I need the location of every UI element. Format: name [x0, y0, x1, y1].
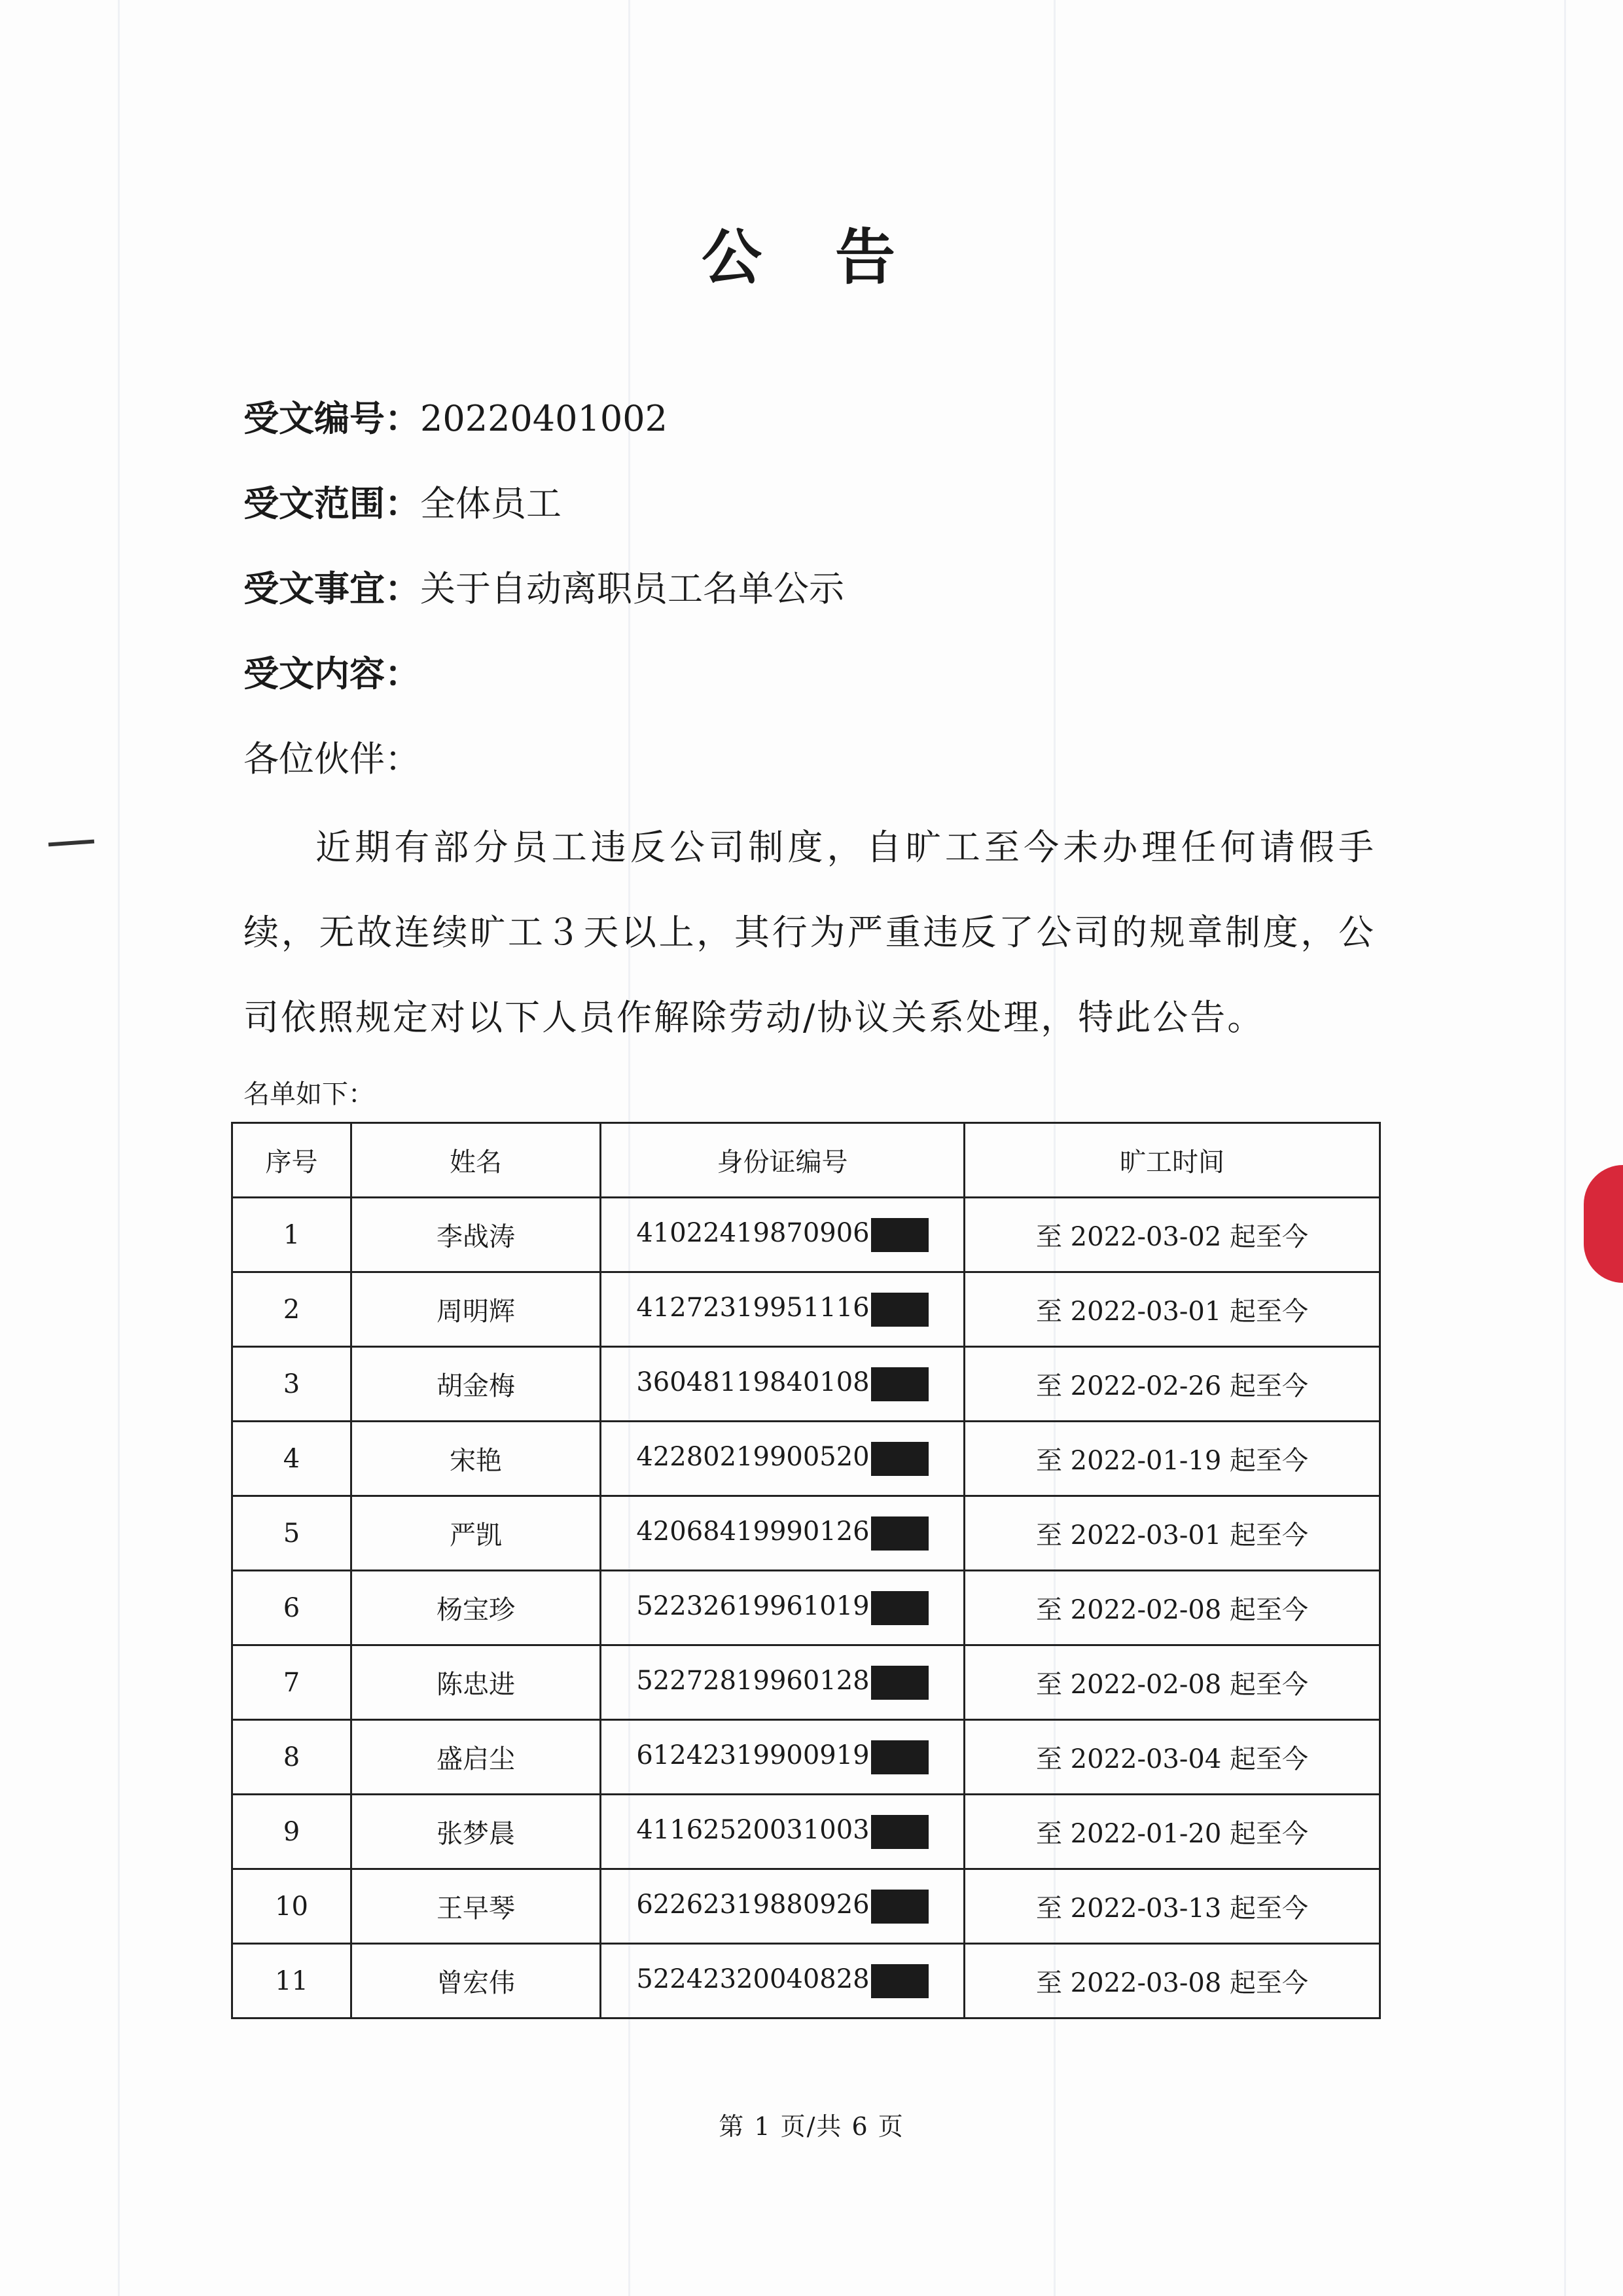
cell-no	[232, 1496, 351, 1571]
meta-label: 受文内容：	[243, 653, 420, 694]
cell-no	[232, 1944, 351, 2018]
redaction-block	[871, 1591, 929, 1625]
redaction-block	[871, 1367, 929, 1401]
cell-time-text: 至 2022-03-02 起至今	[1035, 1222, 1309, 1252]
cell-no-text: 6	[283, 1592, 300, 1623]
cell-id-text: 62262319880926	[636, 1889, 870, 1920]
table-row	[232, 1645, 1380, 1720]
cell-name-text: 李战涛	[437, 1222, 515, 1252]
cell-name-text: 严凯	[450, 1520, 502, 1551]
redaction-block	[871, 1442, 929, 1476]
cell-no-text: 7	[283, 1667, 300, 1698]
body-paragraph: 近期有部分员工违反公司制度，自旷工至今未办理任何请假手续，无故连续旷工３天以上，其行为严重违反了公司的规章制度，公司依照规定对以下人员作解除劳动/协议关系处理，特此公告。	[243, 827, 1376, 1038]
meta-doc-number	[243, 398, 668, 439]
cell-id-text: 41272319951116	[636, 1292, 870, 1323]
cell-name	[351, 1645, 601, 1720]
cell-id	[601, 1720, 965, 1795]
table-row	[232, 1496, 1380, 1571]
meta-label: 受文事宜：	[243, 568, 420, 609]
cell-name	[351, 1496, 601, 1571]
redaction-block	[871, 1666, 929, 1700]
cell-name-text: 盛启尘	[437, 1744, 515, 1774]
cell-time-text: 至 2022-03-04 起至今	[1035, 1744, 1309, 1774]
cell-time	[965, 1198, 1380, 1272]
table-row	[232, 1347, 1380, 1422]
red-seal-edge	[1584, 1165, 1623, 1283]
cell-id	[601, 1795, 965, 1869]
table-row	[232, 1795, 1380, 1869]
cell-name	[351, 1272, 601, 1347]
cell-id-text: 52272819960128	[636, 1665, 870, 1696]
meta-subject	[243, 568, 844, 609]
cell-name-text: 王早琴	[437, 1893, 515, 1924]
cell-no-text: 5	[283, 1518, 300, 1549]
cell-no	[232, 1720, 351, 1795]
cell-time-text: 至 2022-03-13 起至今	[1035, 1893, 1309, 1924]
cell-name-text: 胡金梅	[437, 1371, 515, 1401]
cell-time	[965, 1795, 1380, 1869]
cell-time-text: 至 2022-02-08 起至今	[1035, 1670, 1309, 1700]
cell-time	[965, 1869, 1380, 1944]
cell-no-text: 9	[283, 1816, 300, 1847]
cell-time	[965, 1720, 1380, 1795]
cell-no	[232, 1645, 351, 1720]
cell-id	[601, 1571, 965, 1645]
header-no: 序号	[232, 1123, 351, 1198]
cell-time-text: 至 2022-03-01 起至今	[1035, 1297, 1309, 1327]
cell-no-text: 8	[283, 1742, 300, 1772]
cell-id-text: 52232619961019	[636, 1590, 870, 1621]
redaction-block	[871, 1218, 929, 1252]
list-label: 名单如下：	[243, 1079, 374, 1109]
table-header-row	[232, 1123, 1380, 1198]
cell-no	[232, 1869, 351, 1944]
header-time: 旷工时间	[965, 1123, 1380, 1198]
cell-id-text: 41162520031003	[636, 1814, 870, 1845]
cell-name	[351, 1347, 601, 1422]
cell-time-text: 至 2022-02-08 起至今	[1035, 1595, 1309, 1625]
scan-mark	[48, 840, 94, 847]
table-row	[232, 1422, 1380, 1496]
employee-table	[231, 1122, 1381, 2019]
cell-name-text: 张梦晨	[437, 1819, 515, 1849]
meta-value: 关于自动离职员工名单公示	[420, 568, 844, 609]
table-row	[232, 1944, 1380, 2018]
meta-content	[243, 653, 420, 694]
cell-time	[965, 1272, 1380, 1347]
cell-id	[601, 1198, 965, 1272]
cell-name-text: 曾宏伟	[437, 1968, 515, 1998]
cell-id	[601, 1496, 965, 1571]
cell-no	[232, 1272, 351, 1347]
cell-time	[965, 1422, 1380, 1496]
cell-name-text: 宋艳	[450, 1446, 502, 1476]
cell-id	[601, 1347, 965, 1422]
cell-id-text: 41022419870906	[636, 1217, 870, 1248]
cell-time	[965, 1571, 1380, 1645]
cell-time	[965, 1944, 1380, 2018]
cell-time-text: 至 2022-03-01 起至今	[1035, 1520, 1309, 1551]
cell-id	[601, 1645, 965, 1720]
cell-name-text: 陈忠进	[437, 1670, 515, 1700]
cell-id-text: 52242320040828	[636, 1964, 870, 1994]
cell-time-text: 至 2022-01-20 起至今	[1035, 1819, 1309, 1849]
cell-time	[965, 1496, 1380, 1571]
redaction-block	[871, 1293, 929, 1327]
meta-label: 受文编号：	[243, 398, 420, 439]
cell-time-text: 至 2022-03-08 起至今	[1035, 1968, 1309, 1998]
cell-id-text: 36048119840108	[636, 1367, 870, 1397]
redaction-block	[871, 1516, 929, 1551]
greeting: 各位伙伴：	[243, 738, 420, 780]
cell-id	[601, 1422, 965, 1496]
cell-name-text: 杨宝珍	[437, 1595, 515, 1625]
page-title: 公 告	[701, 223, 922, 293]
table-row	[232, 1571, 1380, 1645]
cell-name	[351, 1720, 601, 1795]
cell-name	[351, 1571, 601, 1645]
meta-label: 受文范围：	[243, 483, 420, 524]
header-id: 身份证编号	[601, 1123, 965, 1198]
cell-id-text: 42068419990126	[636, 1516, 870, 1547]
cell-no-text: 4	[283, 1443, 300, 1474]
cell-id	[601, 1944, 965, 2018]
cell-time	[965, 1347, 1380, 1422]
table-row	[232, 1198, 1380, 1272]
cell-no	[232, 1795, 351, 1869]
page-footer: 第 1 页/共 6 页	[719, 2112, 904, 2141]
redaction-block	[871, 1815, 929, 1849]
header-name: 姓名	[351, 1123, 601, 1198]
cell-time	[965, 1645, 1380, 1720]
table-row	[232, 1720, 1380, 1795]
redaction-block	[871, 1964, 929, 1998]
cell-no	[232, 1347, 351, 1422]
scan-streak	[118, 0, 120, 2296]
cell-time-text: 至 2022-01-19 起至今	[1035, 1446, 1309, 1476]
cell-no-text: 3	[283, 1369, 300, 1399]
meta-value: 20220401002	[420, 398, 668, 439]
redaction-block	[871, 1890, 929, 1924]
cell-time-text: 至 2022-02-26 起至今	[1035, 1371, 1309, 1401]
cell-no-text: 11	[275, 1965, 308, 1996]
cell-no	[232, 1571, 351, 1645]
cell-id-text: 61242319900919	[636, 1740, 870, 1770]
table-row	[232, 1272, 1380, 1347]
cell-name	[351, 1795, 601, 1869]
cell-no-text: 1	[283, 1219, 300, 1250]
meta-value: 全体员工	[420, 483, 562, 524]
cell-id	[601, 1869, 965, 1944]
cell-id-text: 42280219900520	[636, 1441, 870, 1472]
cell-no-text: 10	[275, 1891, 308, 1922]
meta-scope	[243, 483, 562, 524]
redaction-block	[871, 1740, 929, 1774]
cell-name-text: 周明辉	[437, 1297, 515, 1327]
cell-no-text: 2	[283, 1294, 300, 1325]
cell-name	[351, 1869, 601, 1944]
table-row	[232, 1869, 1380, 1944]
cell-name	[351, 1944, 601, 2018]
cell-id	[601, 1272, 965, 1347]
cell-no	[232, 1422, 351, 1496]
scan-streak	[1564, 0, 1566, 2296]
cell-name	[351, 1198, 601, 1272]
cell-name	[351, 1422, 601, 1496]
cell-no	[232, 1198, 351, 1272]
